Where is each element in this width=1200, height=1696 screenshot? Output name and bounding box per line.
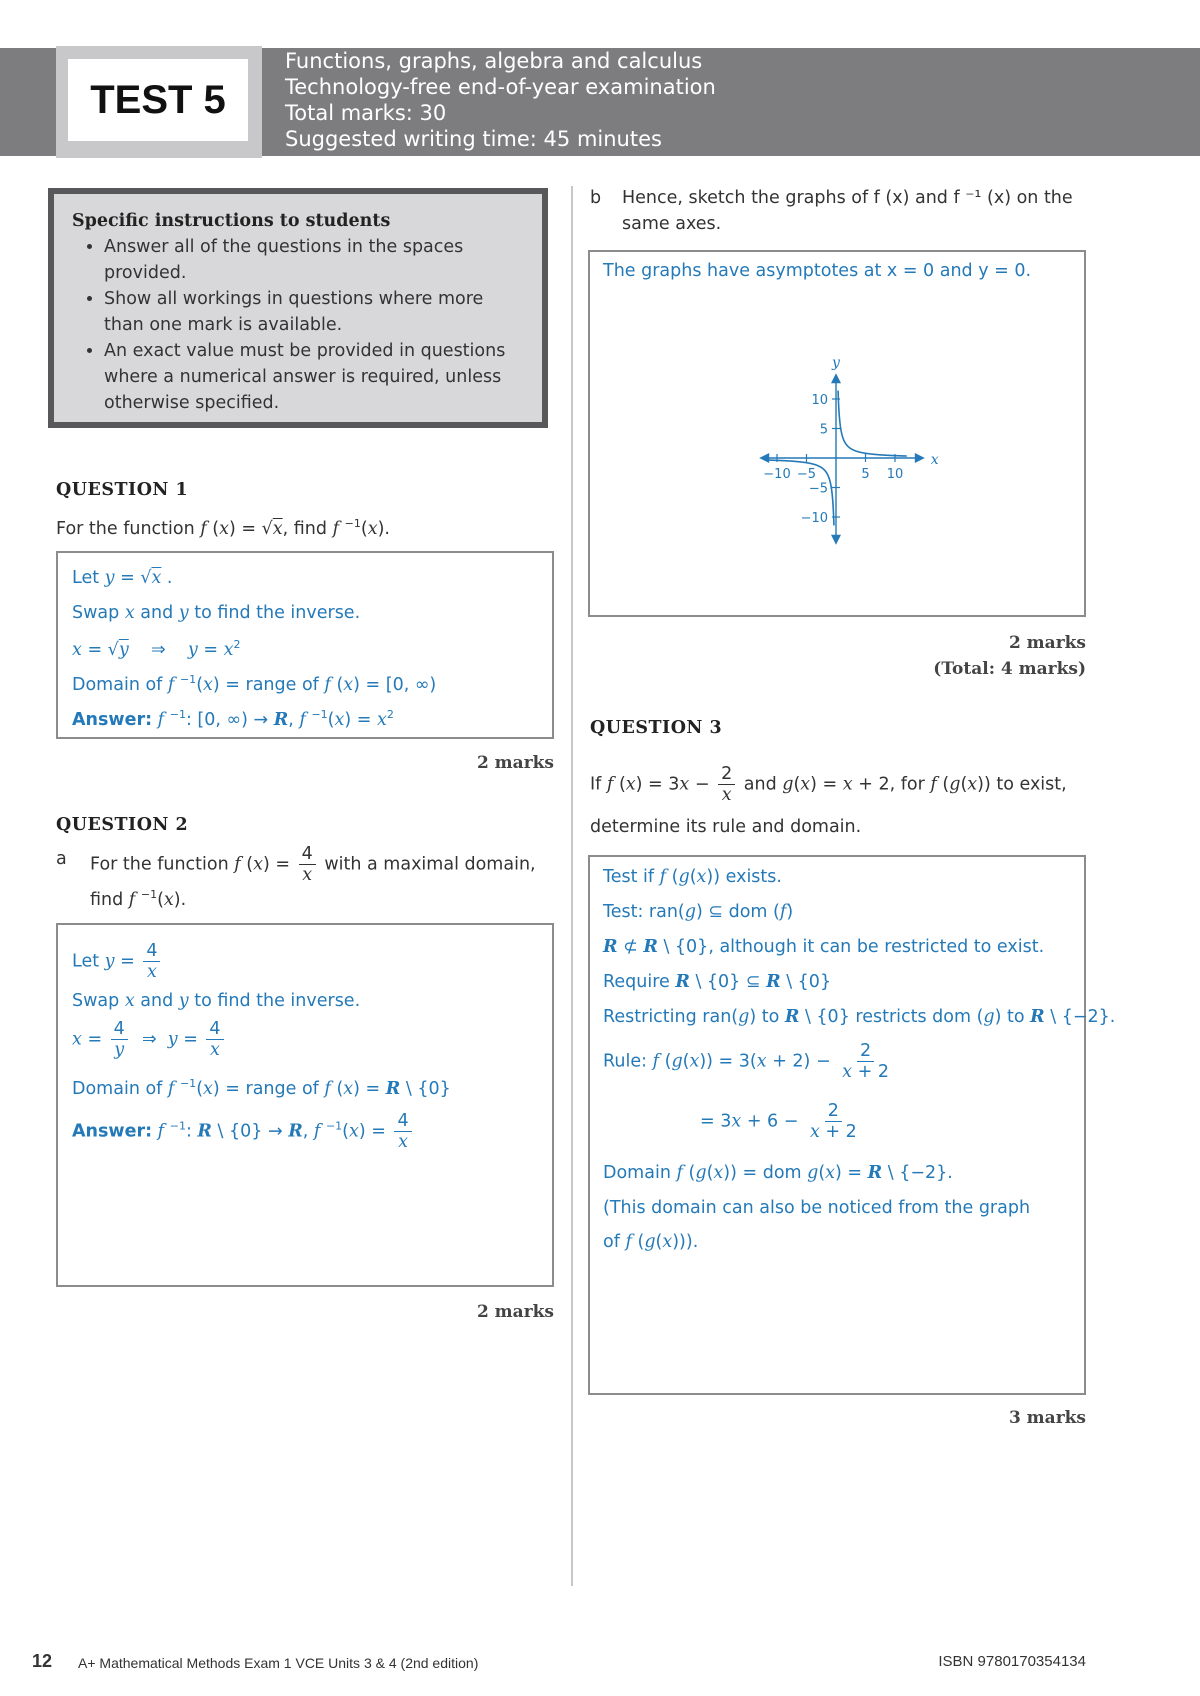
question-2b-marks: 2 marks bbox=[1008, 633, 1086, 653]
question-1-marks: 2 marks bbox=[476, 753, 554, 773]
q3-line: Domain f (g(x)) = dom g(x) = R \ {−2}. bbox=[603, 1163, 953, 1183]
y-tick-label: −10 bbox=[800, 511, 828, 526]
axes bbox=[759, 355, 939, 545]
y-tick-label: 10 bbox=[811, 393, 828, 408]
q2a-line: Let y = $\frac{4}{x}$ bbox=[72, 941, 163, 982]
q1-line: Let y = √x . bbox=[72, 568, 173, 588]
q1-line: Swap x and y to find the inverse. bbox=[72, 603, 361, 623]
q1-line: Domain of f $^{-1}$(x) = range of f (x) = [0, ∞) bbox=[72, 673, 437, 695]
question-2b-text: Hence, sketch the graphs of f (x) and f ⁻¹ (x) on the bbox=[622, 188, 1073, 208]
question-3-text-2: determine its rule and domain. bbox=[590, 817, 862, 837]
x-tick-label: 10 bbox=[886, 467, 904, 482]
question-2-total: (Total: 4 marks) bbox=[933, 659, 1086, 679]
question-3-answer-box bbox=[588, 855, 1116, 1395]
instruction-item: • Show all workings in questions where more than one mark is available. bbox=[104, 286, 524, 338]
instructions-list bbox=[72, 234, 524, 416]
question-2a-text: For the function f (x) = $\frac{4}{x}$ with a maximal domain, bbox=[90, 844, 536, 885]
question-2b-text-2: same axes. bbox=[622, 214, 722, 234]
x-tick-label: −10 bbox=[763, 467, 791, 482]
header-line: Technology-free end-of-year examination bbox=[285, 75, 716, 99]
isbn: ISBN 9780170354134 bbox=[938, 1653, 1086, 1670]
y-tick-label: −5 bbox=[808, 481, 828, 497]
question-3-title: QUESTION 3 bbox=[590, 718, 723, 738]
question-2b-answer-box bbox=[588, 250, 1086, 617]
instructions-heading: Specific instructions to students bbox=[72, 211, 391, 231]
column-divider bbox=[571, 186, 573, 1586]
q2a-line: x = $\frac{4}{y}$ ⇒ y = $\frac{4}{x}$ bbox=[72, 1019, 227, 1060]
header-line: Functions, graphs, algebra and calculus bbox=[285, 49, 703, 73]
instruction-item: • Answer all of the questions in the spaces provided. bbox=[104, 234, 524, 286]
q3-line: Restricting ran(g) to R \ {0} restricts dom (g) to R \ {−2}. bbox=[603, 1007, 1116, 1027]
question-2a-marks: 2 marks bbox=[476, 1302, 554, 1322]
question-2b-label: b bbox=[590, 188, 602, 208]
question-1-text: For the function f (x) = √x, find f $^{-1}$(x). bbox=[56, 517, 390, 539]
asymptote-note: The graphs have asymptotes at x = 0 and y = 0. bbox=[603, 261, 1032, 281]
graph-reciprocal bbox=[590, 252, 1084, 615]
instruction-item: • An exact value must be provided in questions where a numerical answer is required, unless otherwise specified. bbox=[104, 338, 524, 416]
y-tick-label: 5 bbox=[819, 422, 828, 438]
question-2a-label: a bbox=[56, 849, 67, 869]
x-axis-arrow-right bbox=[915, 453, 925, 463]
page-number: 12 bbox=[32, 1651, 53, 1671]
q3-line: Test: ran(g) ⊆ dom (f) bbox=[603, 902, 794, 922]
question-2a-answer-box bbox=[56, 923, 554, 1287]
question-3-text: If f (x) = 3x − $\frac{2}{x}$ and g(x) = x + 2, for f (g(x)) to exist, bbox=[590, 764, 1067, 805]
header-info bbox=[285, 48, 716, 152]
test-label: TEST 5 bbox=[68, 59, 248, 141]
y-axis-label: y bbox=[832, 355, 840, 372]
x-tick-label: −5 bbox=[796, 467, 817, 482]
q3-line: = 3x + 6 − $\frac{2}{x + 2}$ bbox=[700, 1101, 857, 1142]
question-2-title: QUESTION 2 bbox=[56, 815, 189, 835]
q3-line: Rule: f (g(x)) = 3(x + 2) − $\frac{2}{x + 2}$ bbox=[603, 1041, 889, 1082]
header-line: Total marks: 30 bbox=[285, 101, 447, 125]
question-2a-text-2: find f $^{-1}$(x). bbox=[90, 888, 187, 910]
q3-line: of f (g(x))). bbox=[603, 1232, 699, 1252]
q1-line: Answer: f $^{-1}$: [0, ∞) → R, f $^{-1}(x) = x^2$ bbox=[72, 708, 394, 730]
instructions-box bbox=[48, 188, 548, 428]
question-1-answer-box bbox=[56, 551, 554, 739]
q3-line: Require R \ {0} ⊆ R \ {0} bbox=[603, 972, 832, 992]
q2a-line: Swap x and y to find the inverse. bbox=[72, 991, 361, 1011]
q3-line: (This domain can also be noticed from the graph bbox=[603, 1198, 1031, 1218]
book-title: A+ Mathematical Methods Exam 1 VCE Units 3 & 4 (2nd edition) bbox=[78, 1655, 479, 1671]
q2a-line: Domain of f $^{-1}$(x) = range of f (x) = R \ {0} bbox=[72, 1077, 451, 1099]
x-axis-arrow-left bbox=[759, 453, 769, 463]
header-line: Suggested writing time: 45 minutes bbox=[285, 127, 662, 151]
y-axis-arrow-up bbox=[831, 373, 841, 383]
y-axis-arrow-down bbox=[831, 535, 841, 545]
question-3-marks: 3 marks bbox=[1008, 1408, 1086, 1428]
x-axis-label: x bbox=[930, 452, 939, 468]
x-tick-label: 5 bbox=[861, 467, 870, 482]
q3-line: Test if f (g(x)) exists. bbox=[603, 867, 782, 887]
question-1-title: QUESTION 1 bbox=[56, 480, 189, 500]
q1-line: x = √y ⇒ $y = x^2$ bbox=[72, 638, 241, 660]
q2a-line: Answer: f $^{-1}$: R \ {0} → R, f $^{-1}$(x) = $\frac{4}{x}$ bbox=[72, 1111, 415, 1152]
curve-branch-positive bbox=[838, 391, 907, 456]
q3-line: R ⊄ R \ {0}, although it can be restricted to exist. bbox=[603, 937, 1045, 957]
